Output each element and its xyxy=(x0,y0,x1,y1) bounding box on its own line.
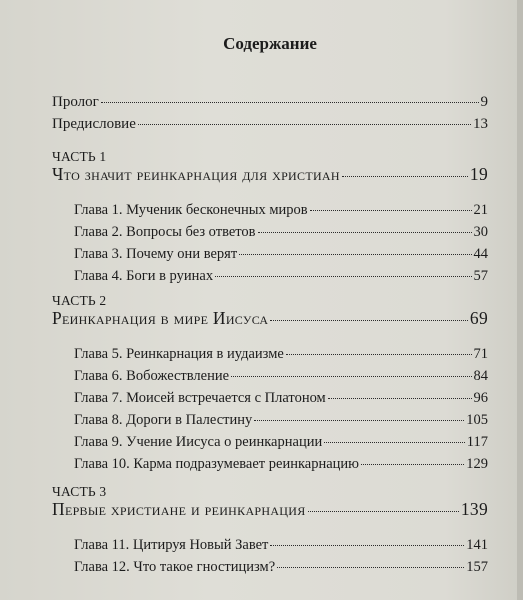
dot-leader xyxy=(231,376,471,377)
toc-chapter-8[interactable] xyxy=(74,412,488,434)
toc-chapter-6[interactable] xyxy=(74,368,488,390)
dot-leader xyxy=(138,124,471,125)
toc-chapter-12[interactable] xyxy=(74,559,488,581)
chapter-label: Глава 3. Почему они верят xyxy=(74,246,238,262)
chapter-page: 71 xyxy=(473,346,488,362)
dot-leader xyxy=(324,442,465,443)
toc-entry-page: 13 xyxy=(473,116,488,132)
chapter-label: Глава 9. Учение Иисуса о реинкарнации xyxy=(74,434,323,450)
chapter-label: Глава 11. Цитируя Новый Завет xyxy=(74,537,269,553)
toc-chapter-7[interactable] xyxy=(74,390,488,412)
dot-leader xyxy=(286,354,472,355)
toc-entry-prologue[interactable] xyxy=(52,94,488,116)
part-page: 69 xyxy=(469,308,488,328)
chapter-page: 57 xyxy=(473,268,488,284)
page-title: Содержание xyxy=(223,34,317,53)
chapter-page: 44 xyxy=(473,246,488,262)
toc-entry-page: 9 xyxy=(480,94,488,110)
chapter-label: Глава 7. Моисей встречается с Платоном xyxy=(74,390,326,406)
chapter-page: 141 xyxy=(466,537,488,553)
chapter-page: 157 xyxy=(466,559,488,575)
dot-leader xyxy=(342,176,468,177)
toc-chapter-11[interactable] xyxy=(74,537,488,559)
chapter-page: 84 xyxy=(473,368,488,384)
part-title: Первые христиане и реинкарнация xyxy=(52,499,306,519)
chapter-label: Глава 6. Вобожествление xyxy=(74,368,230,384)
chapter-label: Глава 5. Реинкарнация в иудаизме xyxy=(74,346,284,362)
part-2-label: ЧАСТЬ 2 xyxy=(52,293,107,308)
dot-leader xyxy=(328,398,472,399)
dot-leader xyxy=(308,511,459,512)
toc-part-3[interactable] xyxy=(52,499,488,527)
chapter-label: Глава 2. Вопросы без ответов xyxy=(74,224,256,240)
dot-leader xyxy=(215,276,471,277)
chapter-page: 105 xyxy=(466,412,488,428)
chapter-page: 129 xyxy=(466,456,488,472)
toc-entry-label: Пролог xyxy=(52,94,99,110)
chapter-page: 96 xyxy=(473,390,488,406)
dot-leader xyxy=(310,210,472,211)
toc-chapter-5[interactable] xyxy=(74,346,488,368)
chapter-page: 117 xyxy=(466,434,488,450)
chapter-label: Глава 10. Карма подразумевает реинкарнацию xyxy=(74,456,360,472)
part-page: 139 xyxy=(460,499,488,519)
chapter-label: Глава 4. Боги в руинах xyxy=(74,268,214,284)
chapter-page: 21 xyxy=(473,202,488,218)
dot-leader xyxy=(101,102,479,103)
toc-chapter-1[interactable] xyxy=(74,202,488,224)
part-page: 19 xyxy=(469,164,488,184)
toc-chapter-9[interactable] xyxy=(74,434,488,456)
toc-part-2[interactable] xyxy=(52,308,488,336)
part-title: Реинкарнация в мире Иисуса xyxy=(52,308,269,328)
chapter-label: Глава 1. Мученик бесконечных миров xyxy=(74,202,308,218)
part-1-label: ЧАСТЬ 1 xyxy=(52,149,107,164)
toc-chapter-10[interactable] xyxy=(74,456,488,478)
dot-leader xyxy=(239,254,471,255)
dot-leader xyxy=(270,545,464,546)
dot-leader xyxy=(258,232,472,233)
page-edge-shadow xyxy=(517,0,523,600)
chapter-label: Глава 12. Что такое гностицизм? xyxy=(74,559,276,575)
dot-leader xyxy=(361,464,464,465)
dot-leader xyxy=(270,320,467,321)
toc-entry-label: Предисловие xyxy=(52,116,136,132)
dot-leader xyxy=(254,420,464,421)
dot-leader xyxy=(277,567,464,568)
toc-chapter-4[interactable] xyxy=(74,268,488,290)
part-3-label: ЧАСТЬ 3 xyxy=(52,484,107,499)
chapter-label: Глава 8. Дороги в Палестину xyxy=(74,412,253,428)
chapter-page: 30 xyxy=(473,224,488,240)
toc-entry-preface[interactable] xyxy=(52,116,488,138)
toc-chapter-2[interactable] xyxy=(74,224,488,246)
part-title: Что значит реинкарнация для христиан xyxy=(52,164,340,184)
toc-part-1[interactable] xyxy=(52,164,488,192)
toc-chapter-3[interactable] xyxy=(74,246,488,268)
